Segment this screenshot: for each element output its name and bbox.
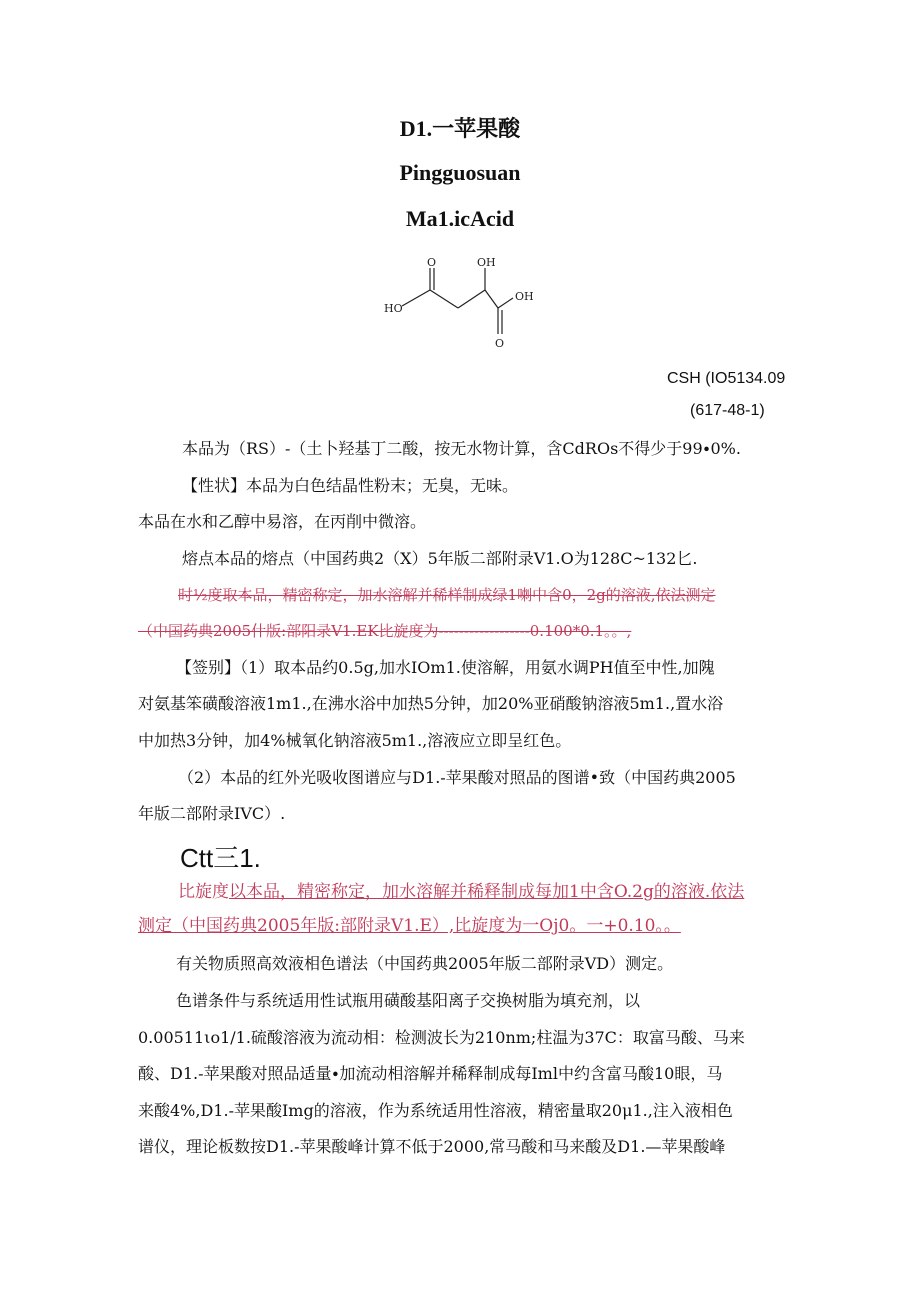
structure-label-o-top: O	[427, 256, 437, 269]
chromatography-line-4: 来酸4%,D1.-苹果酸Img的溶液，作为系统适用性溶液，精密量取20μ1.,注入液相色	[138, 1101, 733, 1120]
properties-paragraph: 【性状】本品为白色结晶性粉末；无臭，无味。	[182, 476, 519, 495]
structure-label-ho: HO	[384, 302, 403, 315]
intro-paragraph: 本品为（RS）-（土卜羟基丁二酸，按无水物计算，含CdROs不得少于99∙0%.	[182, 439, 741, 458]
title-pinyin: Pingguosuan	[399, 160, 521, 185]
related-substances-paragraph: 有关物质照高效液相色谱法（中国药典2005年版二部附录VD）测定。	[176, 954, 674, 973]
melting-point-paragraph: 熔点本品的熔点（中国药典2（X）5年版二部附录V1.O为128C~132匕.	[182, 549, 698, 568]
optical-rotation-line-1	[178, 882, 744, 902]
title-english: Ma1.icAcid	[405, 206, 515, 231]
molecular-formula: CSH (IO5134.09	[667, 370, 786, 387]
structure-label-o-bottom: O	[495, 337, 505, 350]
chromatography-line-1: 色谱条件与系统适用性试瓶用磺酸基阳离子交换树脂为填充剂，以	[176, 991, 641, 1010]
struck-optical-rotation-line-1: 时½度取本品，精密称定，加水溶解并稀样制成绿1喇中含0，2g的溶液,依法测定	[178, 586, 716, 604]
identification-line-3: 中加热3分钟，加4%械氧化钠溶液5m1.,溶液应立即呈红色。	[138, 731, 572, 750]
cas-number: (617-48-1)	[690, 402, 765, 419]
section-heading: Ctt三1.	[180, 843, 261, 873]
structure-label-oh-top: OH	[477, 256, 496, 269]
chromatography-line-5: 谱仪，理论板数按D1.-苹果酸峰计算不低于2000,常马酸和马来酸及D1.—苹果酸峰	[138, 1137, 726, 1156]
identification-line-2: 对氨基笨磺酸溶液1m1.,在沸水浴中加热5分钟，加20%亚硝酸钠溶液5m1.,置水浴	[138, 694, 724, 713]
malic-acid-structure	[380, 250, 550, 350]
solubility-paragraph: 本品在水和乙醇中易溶，在丙削中微溶。	[138, 512, 427, 531]
chromatography-line-3: 酸、D1.-苹果酸对照品适量∙加流动相溶解并稀释制成每Iml中约含富马酸10眼，马	[138, 1064, 723, 1083]
optical-rotation-line-2: 测定（中国药典2005年版:部附录V1.E）,比旋度为一Oj0。一+0.10。。	[138, 916, 681, 936]
identification-2-line-2: 年版二部附录IVC）.	[138, 804, 286, 823]
title-chinese: D1.一苹果酸	[399, 116, 521, 141]
identification-line-1: 【签别】（1）取本品约0.5g,加水IOm1.使溶解，用氨水调PH值至中性,加隗	[176, 658, 715, 677]
structure-label-oh-right: OH	[515, 290, 534, 303]
chromatography-line-2: 0.00511ιo1∕1.硫酸溶液为流动相：检测波长为210nm;柱温为37C：取富马酸、马来	[138, 1028, 745, 1047]
optical-rotation-text: 以本品，精密称定，加水溶解并稀释制成每加1中含O.2g的溶液.依法	[229, 882, 745, 902]
structure-bonds	[402, 268, 513, 334]
struck-optical-rotation-line-2: （中国药典2005什版:部阳录V1.EK比旋度为------------------0.100*0.1。。,	[138, 622, 632, 640]
optical-rotation-label: 比旋度	[178, 882, 229, 902]
identification-2-line-1: （2）本品的红外光吸收图谱应与D1.-苹果酸对照品的图谱•致（中国药典2005	[178, 768, 736, 787]
